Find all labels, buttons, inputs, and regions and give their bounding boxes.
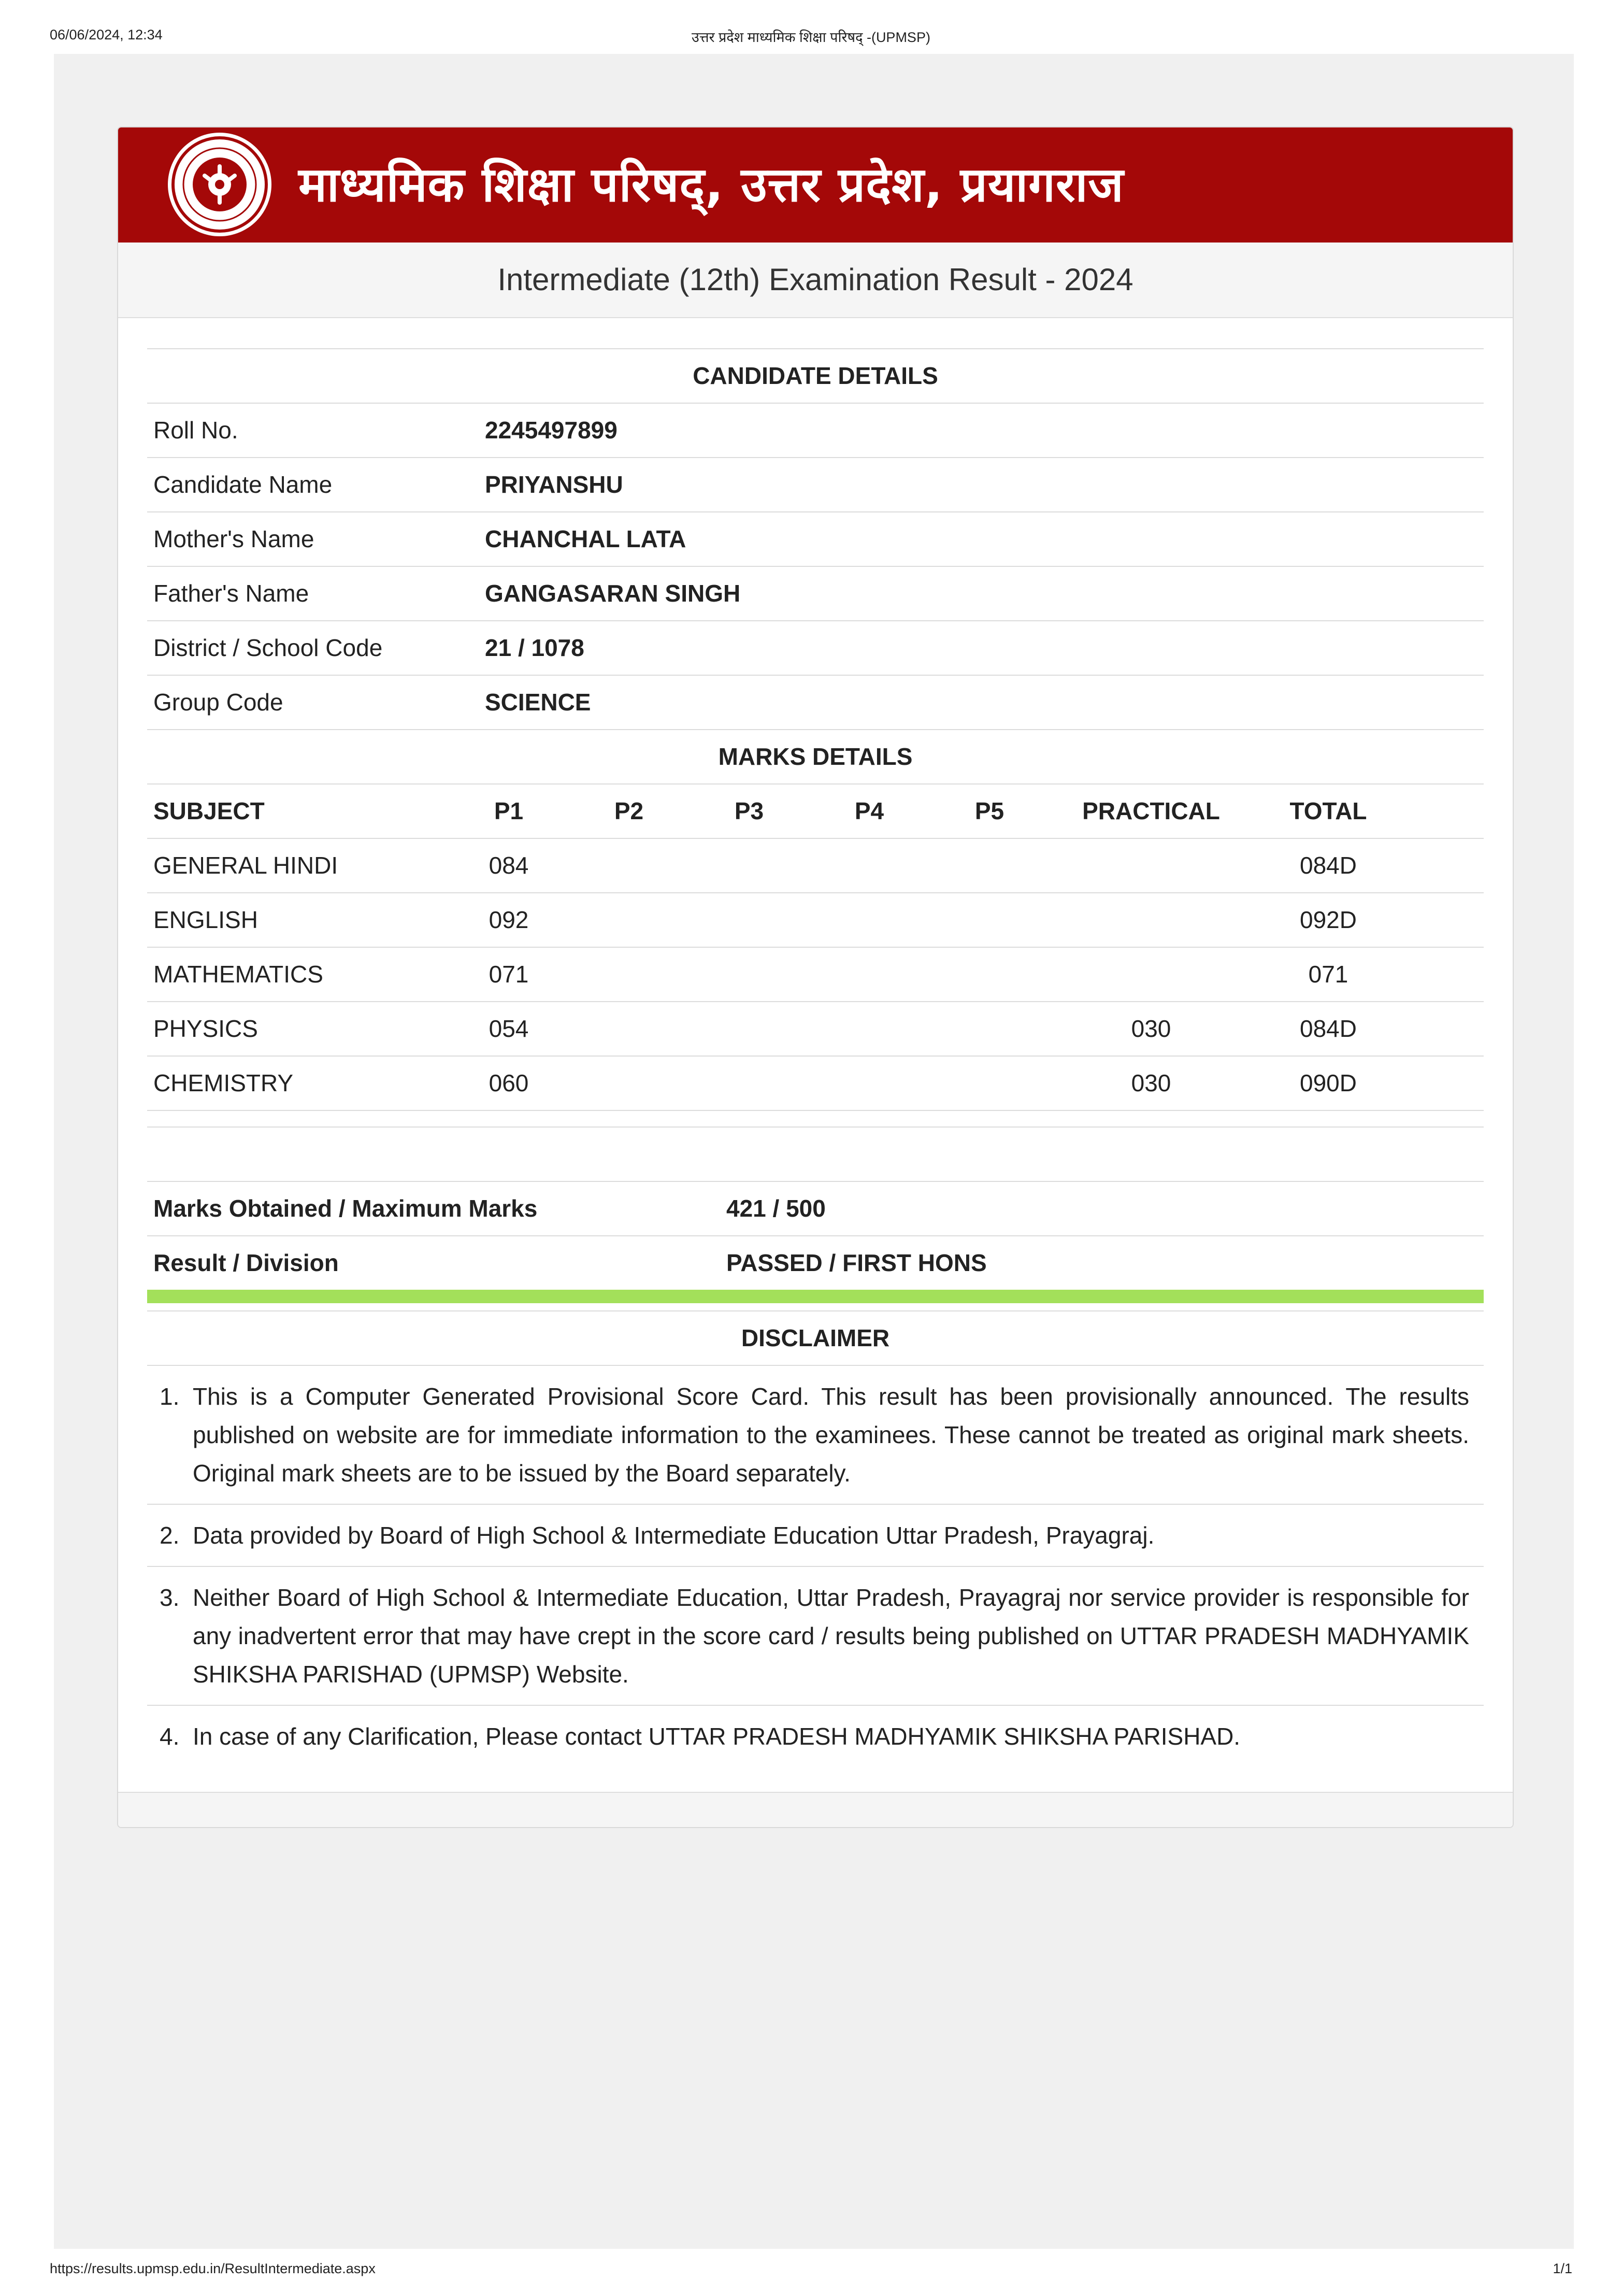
disclaimer-text: Neither Board of High School & Intermediate Education, Uttar Pradesh, Prayagraj nor service provider is responsible for any inadvertent error that may have crept in the score card / results being published on UTTAR PRADESH MADHYAMIK SHIKSHA PARISHAD (UPMSP) Website. — [193, 1584, 1469, 1688]
total-cell: 084D — [1300, 852, 1357, 879]
total-cell: 071 — [1308, 961, 1348, 988]
subject-cell: ENGLISH — [153, 906, 258, 933]
p5-cell — [948, 1002, 1031, 1056]
candidate-field-value: GANGASARAN SINGH — [485, 580, 741, 607]
result-division-row — [147, 1235, 1484, 1290]
p3-cell — [708, 1002, 791, 1056]
marks-row — [147, 838, 1484, 892]
col-p3: P3 — [734, 797, 764, 824]
col-p5: P5 — [974, 797, 1004, 824]
exam-title: Intermediate (12th) Examination Result - 2024 — [118, 243, 1513, 318]
marks-row — [147, 892, 1484, 947]
print-footer — [0, 2261, 1622, 2281]
disclaimer-number: 2. — [160, 1522, 180, 1549]
result-division-label: Result / Division — [153, 1249, 339, 1276]
spacer-row — [147, 1126, 1484, 1181]
p5-cell — [948, 839, 1031, 892]
marks-details-heading: MARKS DETAILS — [147, 729, 1484, 783]
p4-cell — [828, 893, 911, 947]
p2-cell — [587, 948, 670, 1001]
print-url: https://results.upmsp.edu.in/ResultIntermediate.aspx — [50, 2261, 376, 2276]
candidate-row — [147, 566, 1484, 620]
candidate-field-label: Father's Name — [153, 580, 309, 607]
p1-cell: 060 — [489, 1069, 529, 1096]
col-p1: P1 — [494, 797, 524, 824]
col-total: TOTAL — [1289, 797, 1367, 824]
candidate-row — [147, 675, 1484, 729]
result-content — [147, 348, 1484, 1767]
print-page-number: 1/1 — [1553, 2261, 1572, 2276]
candidate-field-value: CHANCHAL LATA — [485, 525, 686, 552]
p5-cell — [948, 1057, 1031, 1110]
p1-cell: 071 — [489, 961, 529, 988]
practical-cell: 030 — [1131, 1069, 1171, 1096]
marks-row — [147, 1056, 1484, 1110]
p1-cell: 084 — [489, 852, 529, 879]
candidate-field-value: PRIYANSHU — [485, 471, 623, 498]
print-datetime: 06/06/2024, 12:34 — [50, 27, 163, 42]
disclaimer-text: This is a Computer Generated Provisional Score Card. This result has been provisionally announced. The results published on website are for immediate information to the examinees. These cannot be treated as original mark sheets. Original mark sheets are to be issued by the Board separately. — [193, 1383, 1469, 1487]
candidate-field-label: Group Code — [153, 689, 283, 716]
candidate-field-value: SCIENCE — [485, 689, 591, 716]
card-footer — [118, 1792, 1513, 1828]
disclaimer-number: 1. — [160, 1383, 180, 1410]
total-cell: 090D — [1300, 1069, 1357, 1096]
result-division-value: PASSED / FIRST HONS — [726, 1249, 987, 1276]
practical-cell: 030 — [1131, 1015, 1171, 1042]
candidate-details-table — [147, 403, 1484, 729]
upmsp-emblem-icon — [168, 133, 271, 236]
candidate-field-label: Roll No. — [153, 417, 238, 444]
practical-cell — [1073, 839, 1229, 892]
disclaimer-item — [147, 1366, 1484, 1505]
result-card — [117, 126, 1514, 1828]
subject-cell: MATHEMATICS — [153, 961, 323, 988]
p2-cell — [587, 1057, 670, 1110]
spacer-row — [147, 1110, 1484, 1126]
candidate-row — [147, 457, 1484, 511]
candidate-row — [147, 511, 1484, 566]
col-p4: P4 — [854, 797, 884, 824]
p5-cell — [948, 893, 1031, 947]
disclaimer-item — [147, 1567, 1484, 1706]
p2-cell — [587, 839, 670, 892]
p3-cell — [708, 948, 791, 1001]
marks-obtained-label: Marks Obtained / Maximum Marks — [153, 1195, 538, 1222]
p1-cell: 092 — [489, 906, 529, 933]
disclaimer-text: Data provided by Board of High School & Intermediate Education Uttar Pradesh, Prayagraj. — [193, 1522, 1155, 1549]
candidate-field-value: 21 / 1078 — [485, 634, 584, 661]
disclaimer-item — [147, 1505, 1484, 1567]
disclaimer-number: 3. — [160, 1584, 180, 1611]
total-cell: 084D — [1300, 1015, 1357, 1042]
p5-cell — [948, 948, 1031, 1001]
disclaimer-text: In case of any Clarification, Please contact UTTAR PRADESH MADHYAMIK SHIKSHA PARISHAD. — [193, 1723, 1241, 1750]
p4-cell — [828, 1057, 911, 1110]
candidate-field-label: Candidate Name — [153, 471, 333, 498]
board-banner — [118, 127, 1513, 243]
marks-table-body — [147, 838, 1484, 1110]
p4-cell — [828, 948, 911, 1001]
p1-cell: 054 — [489, 1015, 529, 1042]
result-status-bar — [147, 1290, 1484, 1303]
marks-obtained-row — [147, 1181, 1484, 1235]
total-cell: 092D — [1300, 906, 1357, 933]
disclaimer-number: 4. — [160, 1723, 180, 1750]
col-p2: P2 — [614, 797, 644, 824]
marks-obtained-value: 421 / 500 — [726, 1195, 826, 1222]
p3-cell — [708, 893, 791, 947]
marks-row — [147, 947, 1484, 1001]
marks-header-row — [147, 783, 1484, 838]
p2-cell — [587, 1002, 670, 1056]
practical-cell — [1073, 893, 1229, 947]
board-title: माध्यमिक शिक्षा परिषद्, उत्तर प्रदेश, प्रयागराज — [298, 157, 1124, 212]
print-header — [0, 27, 1622, 48]
disclaimer-list — [147, 1366, 1484, 1767]
candidate-row — [147, 403, 1484, 457]
subject-cell: GENERAL HINDI — [153, 852, 338, 879]
candidate-field-label: Mother's Name — [153, 525, 314, 552]
p4-cell — [828, 839, 911, 892]
candidate-row — [147, 620, 1484, 675]
subject-cell: PHYSICS — [153, 1015, 258, 1042]
col-subject: SUBJECT — [153, 797, 265, 824]
col-practical: PRACTICAL — [1082, 797, 1220, 824]
marks-row — [147, 1001, 1484, 1056]
p4-cell — [828, 1002, 911, 1056]
disclaimer-heading: DISCLAIMER — [147, 1310, 1484, 1366]
candidate-details-heading: CANDIDATE DETAILS — [147, 348, 1484, 403]
p3-cell — [708, 1057, 791, 1110]
subject-cell: CHEMISTRY — [153, 1069, 294, 1096]
candidate-field-value: 2245497899 — [485, 417, 618, 444]
print-page-title: उत्तर प्रदेश माध्यमिक शिक्षा परिषद् -(UPMSP) — [692, 30, 930, 45]
p2-cell — [587, 893, 670, 947]
p3-cell — [708, 839, 791, 892]
candidate-field-label: District / School Code — [153, 634, 383, 661]
practical-cell — [1073, 948, 1229, 1001]
disclaimer-item — [147, 1706, 1484, 1767]
